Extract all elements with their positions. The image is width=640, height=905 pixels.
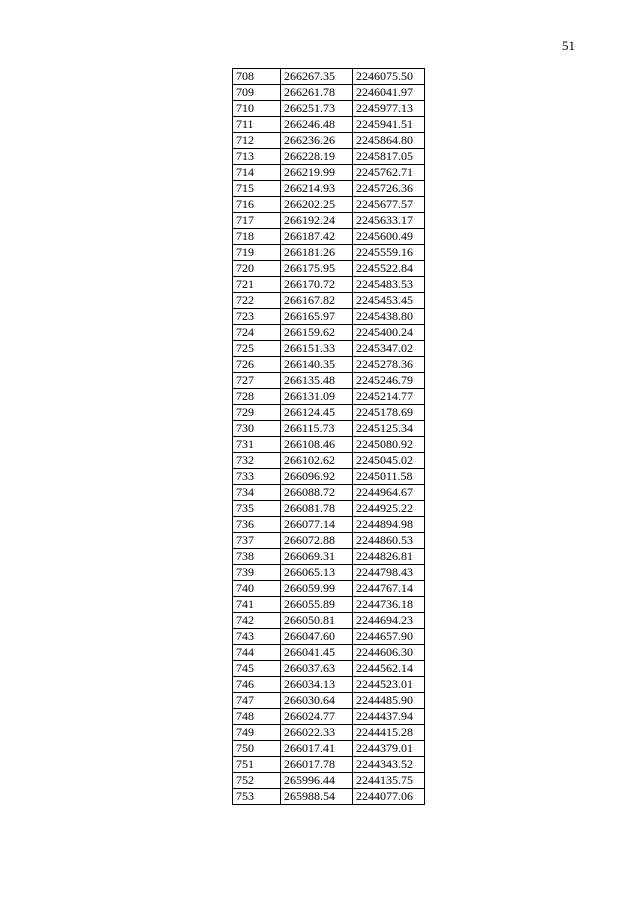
point-number-cell: 744 bbox=[233, 645, 281, 661]
table-row bbox=[233, 549, 425, 565]
y-coordinate-cell: 2245864.80 bbox=[353, 133, 425, 149]
table-row bbox=[233, 373, 425, 389]
point-number-cell: 749 bbox=[233, 725, 281, 741]
table-row bbox=[233, 293, 425, 309]
table-row bbox=[233, 389, 425, 405]
point-number-cell: 727 bbox=[233, 373, 281, 389]
y-coordinate-cell: 2244767.14 bbox=[353, 581, 425, 597]
table-row bbox=[233, 789, 425, 805]
table-row bbox=[233, 677, 425, 693]
y-coordinate-cell: 2244485.90 bbox=[353, 693, 425, 709]
table-row bbox=[233, 501, 425, 517]
point-number-cell: 710 bbox=[233, 101, 281, 117]
y-coordinate-cell: 2245677.57 bbox=[353, 197, 425, 213]
table-row bbox=[233, 661, 425, 677]
x-coordinate-cell: 266251.73 bbox=[281, 101, 353, 117]
table-row bbox=[233, 485, 425, 501]
x-coordinate-cell: 266135.48 bbox=[281, 373, 353, 389]
y-coordinate-cell: 2245347.02 bbox=[353, 341, 425, 357]
table-row bbox=[233, 165, 425, 181]
x-coordinate-cell: 266228.19 bbox=[281, 149, 353, 165]
y-coordinate-cell: 2246075.50 bbox=[353, 69, 425, 85]
point-number-cell: 735 bbox=[233, 501, 281, 517]
table-row bbox=[233, 517, 425, 533]
table-row bbox=[233, 773, 425, 789]
point-number-cell: 708 bbox=[233, 69, 281, 85]
point-number-cell: 741 bbox=[233, 597, 281, 613]
x-coordinate-cell: 266037.63 bbox=[281, 661, 353, 677]
y-coordinate-cell: 2244379.01 bbox=[353, 741, 425, 757]
y-coordinate-cell: 2244894.98 bbox=[353, 517, 425, 533]
x-coordinate-cell: 266140.35 bbox=[281, 357, 353, 373]
table-row bbox=[233, 149, 425, 165]
table-row bbox=[233, 405, 425, 421]
table-row bbox=[233, 117, 425, 133]
x-coordinate-cell: 266096.92 bbox=[281, 469, 353, 485]
y-coordinate-cell: 2245453.45 bbox=[353, 293, 425, 309]
y-coordinate-cell: 2245633.17 bbox=[353, 213, 425, 229]
point-number-cell: 724 bbox=[233, 325, 281, 341]
x-coordinate-cell: 266167.82 bbox=[281, 293, 353, 309]
y-coordinate-cell: 2245522.84 bbox=[353, 261, 425, 277]
point-number-cell: 732 bbox=[233, 453, 281, 469]
table-row bbox=[233, 741, 425, 757]
table-row bbox=[233, 645, 425, 661]
page-number: 51 bbox=[562, 38, 575, 53]
x-coordinate-cell: 265996.44 bbox=[281, 773, 353, 789]
point-number-cell: 730 bbox=[233, 421, 281, 437]
x-coordinate-cell: 266175.95 bbox=[281, 261, 353, 277]
x-coordinate-cell: 266081.78 bbox=[281, 501, 353, 517]
x-coordinate-cell: 266030.64 bbox=[281, 693, 353, 709]
point-number-cell: 728 bbox=[233, 389, 281, 405]
y-coordinate-cell: 2245400.24 bbox=[353, 325, 425, 341]
x-coordinate-cell: 266115.73 bbox=[281, 421, 353, 437]
point-number-cell: 740 bbox=[233, 581, 281, 597]
x-coordinate-cell: 266047.60 bbox=[281, 629, 353, 645]
table-row bbox=[233, 69, 425, 85]
x-coordinate-cell: 266022.33 bbox=[281, 725, 353, 741]
table-row bbox=[233, 277, 425, 293]
y-coordinate-cell: 2245246.79 bbox=[353, 373, 425, 389]
x-coordinate-cell: 266261.78 bbox=[281, 85, 353, 101]
table-row bbox=[233, 437, 425, 453]
table-row bbox=[233, 757, 425, 773]
x-coordinate-cell: 266151.33 bbox=[281, 341, 353, 357]
table-row bbox=[233, 341, 425, 357]
table-row bbox=[233, 693, 425, 709]
point-number-cell: 734 bbox=[233, 485, 281, 501]
y-coordinate-cell: 2245762.71 bbox=[353, 165, 425, 181]
y-coordinate-cell: 2245438.80 bbox=[353, 309, 425, 325]
table-row bbox=[233, 197, 425, 213]
x-coordinate-cell: 266088.72 bbox=[281, 485, 353, 501]
y-coordinate-cell: 2245214.77 bbox=[353, 389, 425, 405]
y-coordinate-cell: 2244925.22 bbox=[353, 501, 425, 517]
x-coordinate-cell: 266159.62 bbox=[281, 325, 353, 341]
table-row bbox=[233, 229, 425, 245]
y-coordinate-cell: 2244077.06 bbox=[353, 789, 425, 805]
x-coordinate-cell: 266246.48 bbox=[281, 117, 353, 133]
x-coordinate-cell: 266236.26 bbox=[281, 133, 353, 149]
table-row bbox=[233, 725, 425, 741]
table-row bbox=[233, 309, 425, 325]
x-coordinate-cell: 266181.26 bbox=[281, 245, 353, 261]
x-coordinate-cell: 266017.41 bbox=[281, 741, 353, 757]
x-coordinate-cell: 266202.25 bbox=[281, 197, 353, 213]
x-coordinate-cell: 266187.42 bbox=[281, 229, 353, 245]
point-number-cell: 718 bbox=[233, 229, 281, 245]
x-coordinate-cell: 266017.78 bbox=[281, 757, 353, 773]
table-row bbox=[233, 597, 425, 613]
x-coordinate-cell: 266165.97 bbox=[281, 309, 353, 325]
coordinates-table bbox=[232, 68, 425, 805]
point-number-cell: 731 bbox=[233, 437, 281, 453]
point-number-cell: 752 bbox=[233, 773, 281, 789]
x-coordinate-cell: 266065.13 bbox=[281, 565, 353, 581]
point-number-cell: 713 bbox=[233, 149, 281, 165]
x-coordinate-cell: 266059.99 bbox=[281, 581, 353, 597]
y-coordinate-cell: 2245178.69 bbox=[353, 405, 425, 421]
y-coordinate-cell: 2245483.53 bbox=[353, 277, 425, 293]
point-number-cell: 748 bbox=[233, 709, 281, 725]
x-coordinate-cell: 265988.54 bbox=[281, 789, 353, 805]
point-number-cell: 750 bbox=[233, 741, 281, 757]
y-coordinate-cell: 2244657.90 bbox=[353, 629, 425, 645]
y-coordinate-cell: 2245817.05 bbox=[353, 149, 425, 165]
x-coordinate-cell: 266170.72 bbox=[281, 277, 353, 293]
y-coordinate-cell: 2244562.14 bbox=[353, 661, 425, 677]
x-coordinate-cell: 266055.89 bbox=[281, 597, 353, 613]
table-row bbox=[233, 629, 425, 645]
x-coordinate-cell: 266219.99 bbox=[281, 165, 353, 181]
point-number-cell: 745 bbox=[233, 661, 281, 677]
x-coordinate-cell: 266102.62 bbox=[281, 453, 353, 469]
point-number-cell: 716 bbox=[233, 197, 281, 213]
table-row bbox=[233, 133, 425, 149]
point-number-cell: 725 bbox=[233, 341, 281, 357]
point-number-cell: 751 bbox=[233, 757, 281, 773]
x-coordinate-cell: 266108.46 bbox=[281, 437, 353, 453]
y-coordinate-cell: 2245600.49 bbox=[353, 229, 425, 245]
table-row bbox=[233, 421, 425, 437]
point-number-cell: 721 bbox=[233, 277, 281, 293]
x-coordinate-cell: 266069.31 bbox=[281, 549, 353, 565]
y-coordinate-cell: 2245278.36 bbox=[353, 357, 425, 373]
x-coordinate-cell: 266041.45 bbox=[281, 645, 353, 661]
x-coordinate-cell: 266077.14 bbox=[281, 517, 353, 533]
x-coordinate-cell: 266124.45 bbox=[281, 405, 353, 421]
y-coordinate-cell: 2245080.92 bbox=[353, 437, 425, 453]
point-number-cell: 722 bbox=[233, 293, 281, 309]
x-coordinate-cell: 266024.77 bbox=[281, 709, 353, 725]
y-coordinate-cell: 2245045.02 bbox=[353, 453, 425, 469]
x-coordinate-cell: 266131.09 bbox=[281, 389, 353, 405]
x-coordinate-cell: 266192.24 bbox=[281, 213, 353, 229]
point-number-cell: 736 bbox=[233, 517, 281, 533]
point-number-cell: 753 bbox=[233, 789, 281, 805]
table-row bbox=[233, 85, 425, 101]
point-number-cell: 711 bbox=[233, 117, 281, 133]
point-number-cell: 737 bbox=[233, 533, 281, 549]
y-coordinate-cell: 2244415.28 bbox=[353, 725, 425, 741]
y-coordinate-cell: 2244798.43 bbox=[353, 565, 425, 581]
point-number-cell: 715 bbox=[233, 181, 281, 197]
coordinates-table-body bbox=[233, 69, 425, 805]
point-number-cell: 746 bbox=[233, 677, 281, 693]
y-coordinate-cell: 2244826.81 bbox=[353, 549, 425, 565]
y-coordinate-cell: 2244736.18 bbox=[353, 597, 425, 613]
table-row bbox=[233, 181, 425, 197]
point-number-cell: 714 bbox=[233, 165, 281, 181]
table-row bbox=[233, 565, 425, 581]
y-coordinate-cell: 2244860.53 bbox=[353, 533, 425, 549]
point-number-cell: 742 bbox=[233, 613, 281, 629]
x-coordinate-cell: 266267.35 bbox=[281, 69, 353, 85]
table-row bbox=[233, 101, 425, 117]
point-number-cell: 709 bbox=[233, 85, 281, 101]
y-coordinate-cell: 2244964.67 bbox=[353, 485, 425, 501]
x-coordinate-cell: 266034.13 bbox=[281, 677, 353, 693]
table-row bbox=[233, 709, 425, 725]
y-coordinate-cell: 2244343.52 bbox=[353, 757, 425, 773]
point-number-cell: 719 bbox=[233, 245, 281, 261]
y-coordinate-cell: 2244523.01 bbox=[353, 677, 425, 693]
x-coordinate-cell: 266214.93 bbox=[281, 181, 353, 197]
point-number-cell: 720 bbox=[233, 261, 281, 277]
point-number-cell: 733 bbox=[233, 469, 281, 485]
x-coordinate-cell: 266072.88 bbox=[281, 533, 353, 549]
table-row bbox=[233, 581, 425, 597]
point-number-cell: 747 bbox=[233, 693, 281, 709]
y-coordinate-cell: 2245977.13 bbox=[353, 101, 425, 117]
point-number-cell: 729 bbox=[233, 405, 281, 421]
point-number-cell: 739 bbox=[233, 565, 281, 581]
y-coordinate-cell: 2246041.97 bbox=[353, 85, 425, 101]
x-coordinate-cell: 266050.81 bbox=[281, 613, 353, 629]
point-number-cell: 738 bbox=[233, 549, 281, 565]
y-coordinate-cell: 2245125.34 bbox=[353, 421, 425, 437]
table-row bbox=[233, 613, 425, 629]
point-number-cell: 743 bbox=[233, 629, 281, 645]
y-coordinate-cell: 2245941.51 bbox=[353, 117, 425, 133]
point-number-cell: 723 bbox=[233, 309, 281, 325]
point-number-cell: 712 bbox=[233, 133, 281, 149]
y-coordinate-cell: 2244606.30 bbox=[353, 645, 425, 661]
y-coordinate-cell: 2245011.58 bbox=[353, 469, 425, 485]
y-coordinate-cell: 2244135.75 bbox=[353, 773, 425, 789]
table-row bbox=[233, 453, 425, 469]
point-number-cell: 717 bbox=[233, 213, 281, 229]
y-coordinate-cell: 2245726.36 bbox=[353, 181, 425, 197]
y-coordinate-cell: 2245559.16 bbox=[353, 245, 425, 261]
table-row bbox=[233, 213, 425, 229]
table-row bbox=[233, 261, 425, 277]
point-number-cell: 726 bbox=[233, 357, 281, 373]
table-row bbox=[233, 245, 425, 261]
table-row bbox=[233, 533, 425, 549]
table-row bbox=[233, 325, 425, 341]
y-coordinate-cell: 2244694.23 bbox=[353, 613, 425, 629]
y-coordinate-cell: 2244437.94 bbox=[353, 709, 425, 725]
table-row bbox=[233, 357, 425, 373]
table-row bbox=[233, 469, 425, 485]
